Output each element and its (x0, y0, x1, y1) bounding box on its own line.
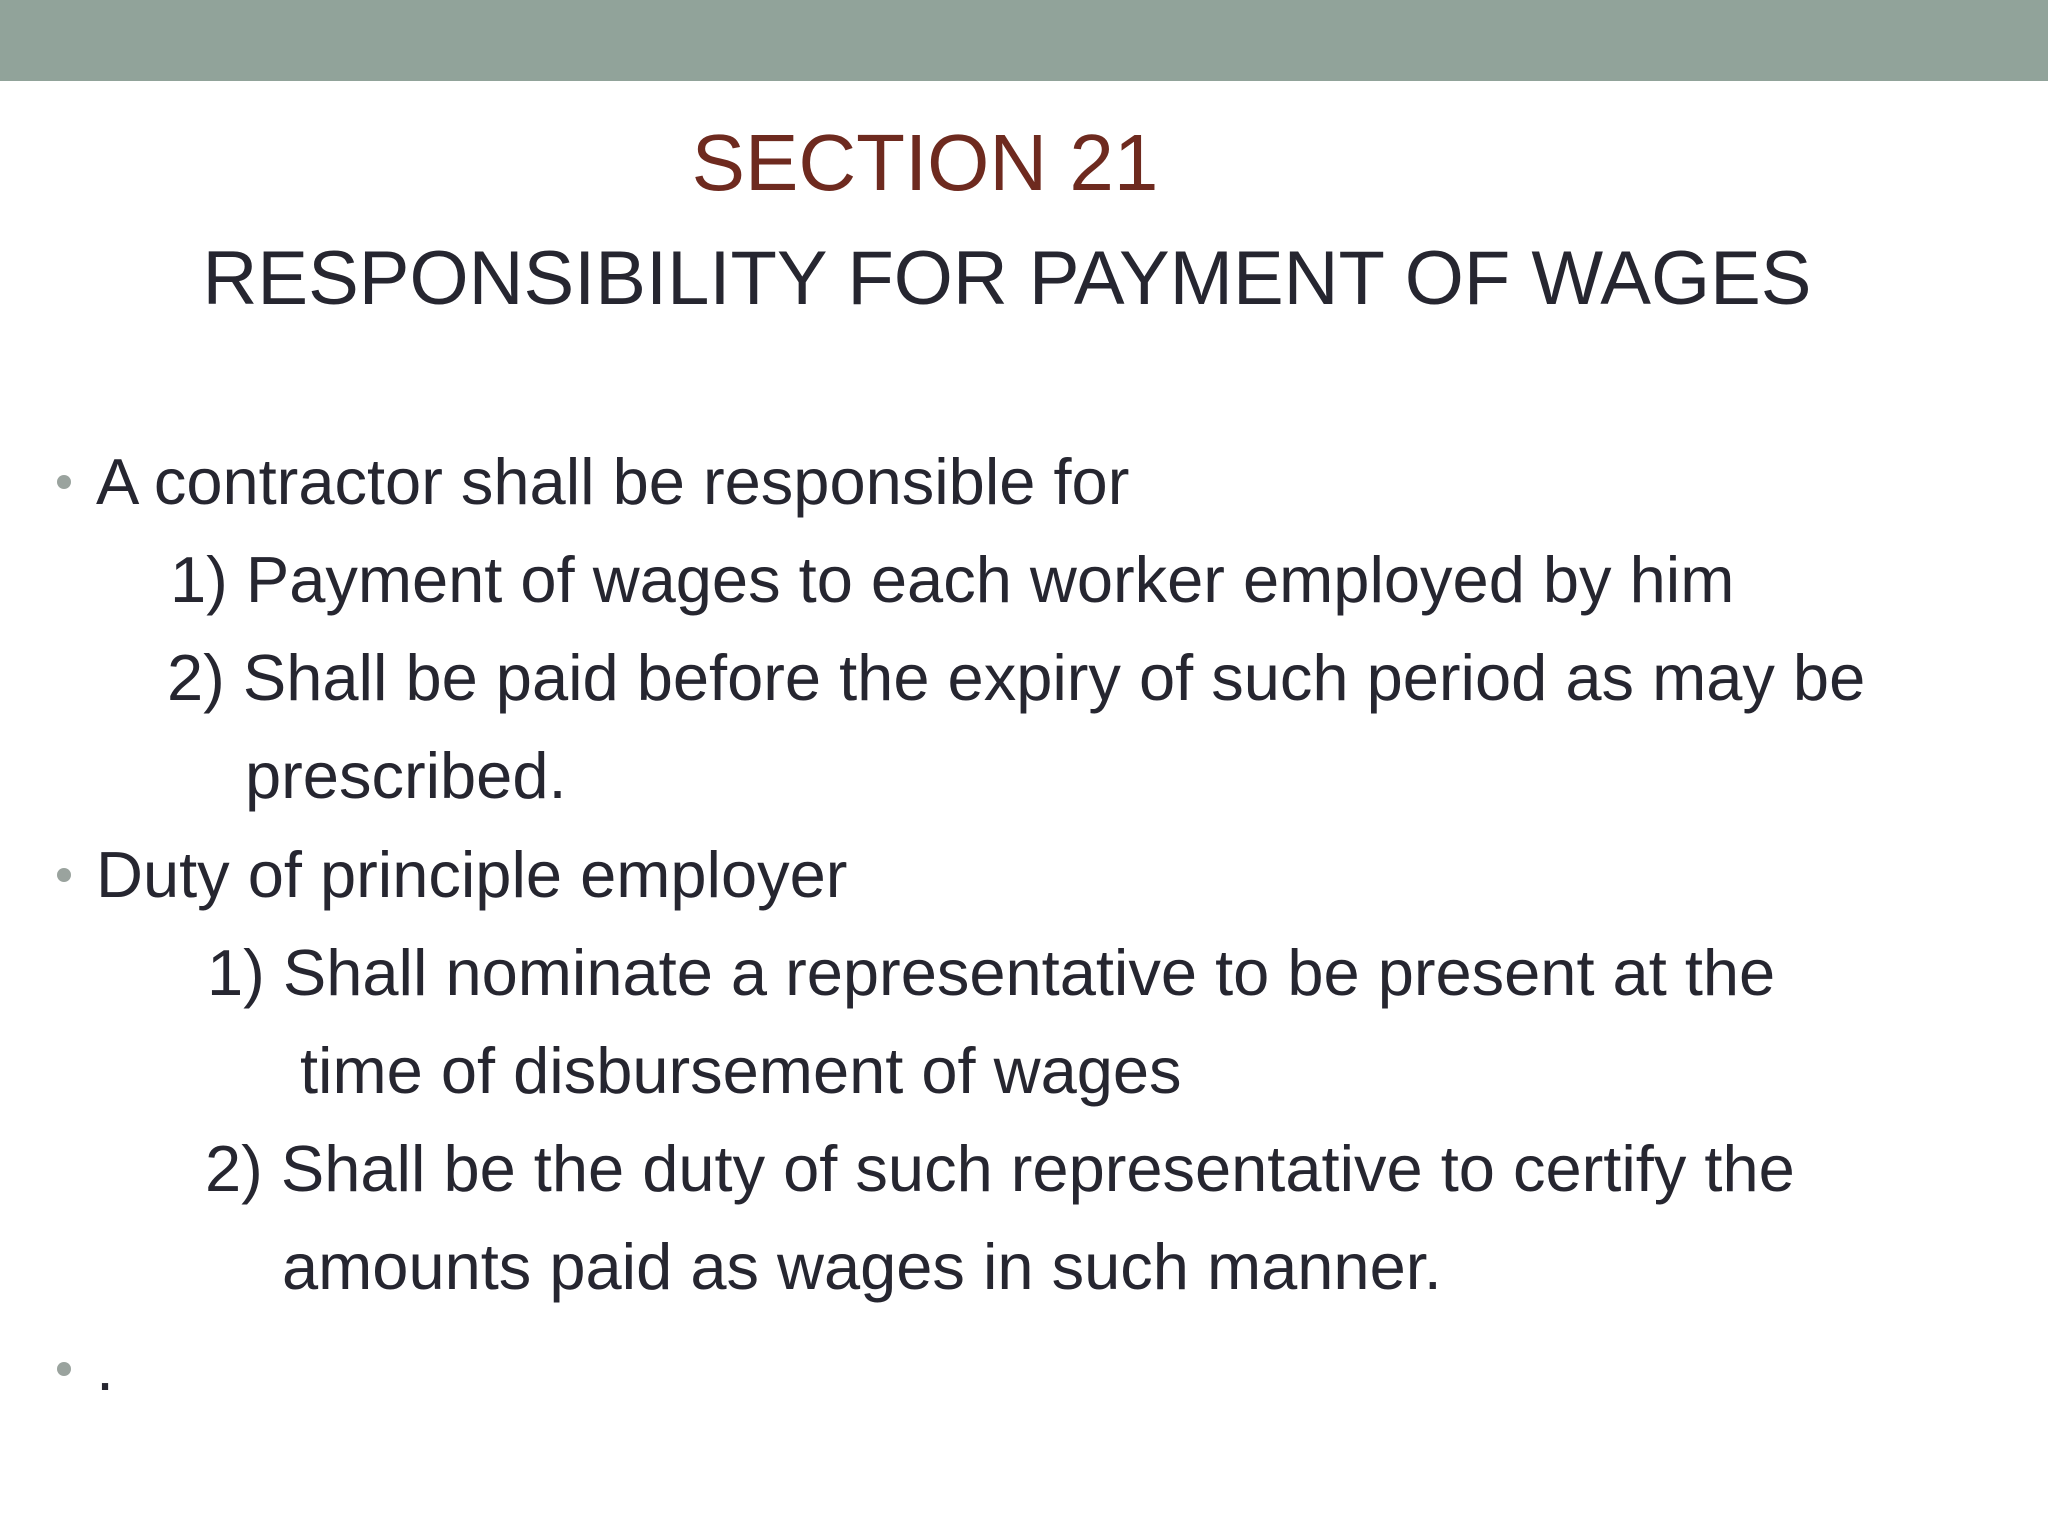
bullet-principal-employer-duty: Duty of principle employer (96, 838, 848, 911)
employer-item-1-continued: time of disbursement of wages (300, 1034, 1182, 1107)
bullet-marker-1 (57, 475, 71, 489)
employer-item-2-continued: amounts paid as wages in such manner. (282, 1230, 1442, 1303)
employer-item-1: 1) Shall nominate a representative to be present at the (207, 936, 1776, 1009)
section-number-title: SECTION 21 (691, 118, 1159, 207)
bullet-marker-2 (57, 868, 71, 882)
employer-item-2: 2) Shall be the duty of such representative to certify the (205, 1132, 1795, 1205)
contractor-item-1: 1) Payment of wages to each worker employed by him (170, 543, 1735, 616)
top-accent-bar (0, 0, 2048, 81)
bullet-empty-period: . (96, 1331, 115, 1404)
bullet-marker-3 (57, 1362, 71, 1376)
contractor-item-2: 2) Shall be paid before the expiry of such period as may be (167, 641, 1866, 714)
contractor-item-2-continued: prescribed. (245, 739, 567, 812)
bullet-contractor-responsibility: A contractor shall be responsible for (96, 445, 1130, 518)
section-heading: RESPONSIBILITY FOR PAYMENT OF WAGES (202, 236, 1812, 321)
